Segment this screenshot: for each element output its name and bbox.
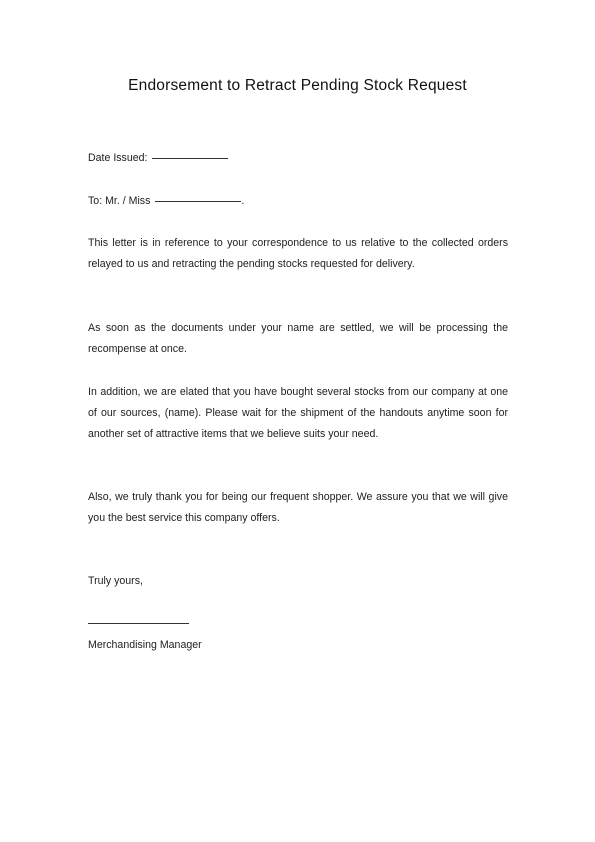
paragraph-shipment: In addition, we are elated that you have bought several stocks from our company at one of our sources, (name). Please wait for the shipment of the handouts anytime soon for another set of attractive items that we believe suits your need.: [88, 386, 508, 440]
signatory-title: Merchandising Manager: [88, 639, 202, 651]
paragraph-thanks: Also, we truly thank you for being our frequent shopper. We assure you that we will give you the best service this company offers.: [88, 491, 508, 524]
recipient-suffix: .: [241, 195, 245, 207]
date-label: Date Issued:: [88, 152, 148, 164]
paragraph-settlement: As soon as the documents under your name are settled, we will be processing the recompense at once.: [88, 322, 508, 355]
recipient-label: To: Mr. / Miss: [88, 195, 151, 207]
closing: Truly yours,: [88, 575, 143, 587]
date-blank: [152, 158, 228, 159]
recipient-line: [88, 191, 508, 212]
document-title: Endorsement to Retract Pending Stock Request: [128, 77, 467, 94]
recipient-blank: [155, 201, 241, 202]
signature-line: [88, 623, 189, 624]
date-line: [88, 148, 508, 169]
paragraph-reference: This letter is in reference to your correspondence to us relative to the collected orders relayed to us and retracting the pending stocks requested for delivery.: [88, 237, 508, 270]
